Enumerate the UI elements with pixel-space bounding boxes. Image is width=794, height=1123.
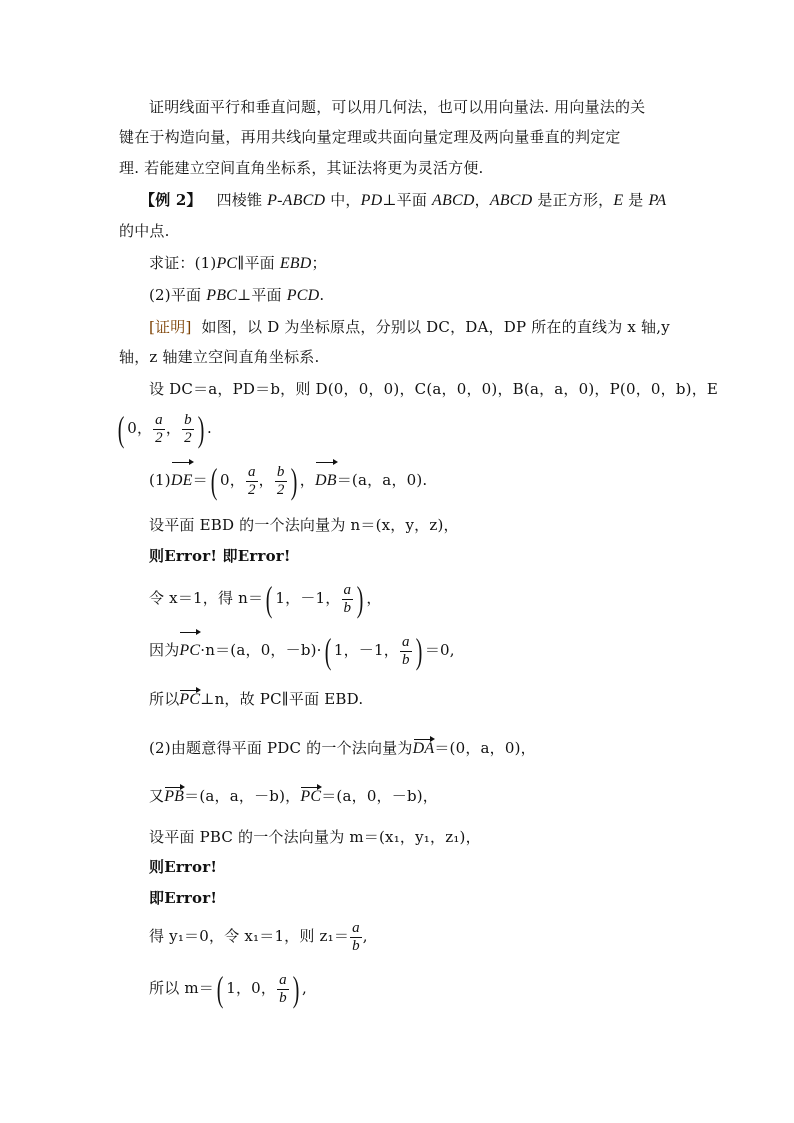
part-2-normal: (2)由题意得平面 PDC 的一个法向量为DA＝(0，a，0)， [149, 737, 536, 760]
pc-dot-n-line: 因为PC·n＝(a，0，－b)·( 1，－1， $\frac{a}{b}$ ) ＝0, [149, 631, 455, 671]
prove-text: . [319, 286, 325, 304]
vector-de: DE [171, 461, 193, 501]
normal-vector-n: 设平面 EBD 的一个法向量为 n＝(x，y，z)， [149, 516, 459, 534]
example-line-2: 的中点. [119, 222, 170, 240]
example-text: 中， [325, 191, 361, 209]
example-statement [140, 189, 666, 212]
proof-text: 如图，以 D 为坐标原点，分别以 DC，DA，DP 所在的直线为 x 轴,y [201, 318, 670, 336]
e-coordinate: ( 0， $\frac{a}{2}$ ， $\frac{b}{2}$ ) . [117, 409, 212, 449]
error-line-3: 即Error! [149, 889, 218, 907]
fraction-a-over-b: $\frac{a}{b}$ [401, 633, 410, 668]
vector-pb: PB [164, 786, 184, 808]
vector-de-db: (1)DE＝( 0， $\frac{a}{2}$ ， $\frac{b}{2}$ ) ，DB＝(a，a，0). [149, 461, 428, 501]
example-text: 是 [623, 191, 649, 209]
proof-line-1 [149, 316, 670, 338]
fraction-a-over-2: $\frac{a}{2}$ [155, 411, 163, 446]
vector-m-result: 所以 m＝( 1，0， $\frac{a}{b}$ ) , [149, 969, 307, 1009]
plane-pbc: PBC [206, 287, 238, 304]
left-paren: ( [117, 409, 125, 449]
fraction-a-over-2: $\frac{a}{2}$ [247, 463, 256, 498]
proof-label: [证明] [149, 318, 192, 336]
normal-vector-m: 设平面 PBC 的一个法向量为 m＝(x₁，y₁，z₁)， [149, 828, 481, 846]
square-abcd: ABCD [489, 192, 533, 209]
fraction-a-over-b: $\frac{a}{b}$ [343, 581, 352, 616]
vector-da: DA [413, 738, 435, 760]
coordinates-line: 设 DC＝a，PD＝b，则 D(0，0，0)，C(a，0，0)，B(a，a，0)，P(0，0，b)，E [149, 380, 719, 398]
intro-line-1: 证明线面平行和垂直问题，可以用几何法，也可以用向量法. 用向量法的关 [149, 98, 646, 116]
example-text: ⊥平面 [382, 191, 433, 209]
line-pc: PC [216, 255, 238, 272]
prove-text: 求证：(1) [149, 254, 217, 272]
fraction-a-over-b: $\frac{a}{b}$ [279, 971, 287, 1006]
coord-text: 0， [127, 419, 153, 437]
vectors-pb-pc: 又PB＝(a，a，－b)，PC＝(a，0，－b)， [149, 785, 438, 808]
vector-pc: PC [179, 689, 200, 711]
prove-line-1 [149, 252, 327, 275]
intro-line-3: 理. 若能建立空间直角坐标系，其证法将更为灵活方便. [119, 159, 484, 177]
example-text: 是正方形， [532, 191, 614, 209]
example-tag: 【例 2】 [140, 191, 202, 209]
segment-pa: PA [648, 192, 667, 209]
intro-line-2: 键在于构造向量，再用共线向量定理或共面向量定理及两向量垂直的判定定 [119, 128, 621, 146]
plane-ebd: EBD [279, 255, 312, 272]
example-text: 四棱锥 [216, 191, 268, 209]
solve-line: 得 y₁＝0，令 x₁＝1，则 z₁＝ $\frac{a}{b}$ , [149, 919, 368, 954]
prove-text: ； [311, 254, 327, 272]
conclusion-1: 所以PC⊥n，故 PC∥平面 EBD. [149, 688, 363, 711]
right-paren: ) [197, 409, 205, 449]
proof-line-2: 轴，z 轴建立空间直角坐标系. [119, 348, 320, 366]
prove-text: ⊥平面 [237, 286, 287, 304]
vector-pc: PC [300, 786, 321, 808]
let-x-line: 令 x＝1，得 n＝( 1，－1， $\frac{a}{b}$ ) ， [149, 579, 382, 619]
error-line-2: 则Error! [149, 858, 218, 876]
prove-line-2 [149, 284, 324, 307]
prove-text: ∥平面 [237, 254, 280, 272]
fraction-a-over-b: $\frac{a}{b}$ [352, 919, 360, 954]
fraction-b-over-2: $\frac{b}{2}$ [184, 411, 192, 446]
pyramid-name: P-ABCD [267, 192, 326, 209]
plane-pcd: PCD [286, 287, 320, 304]
point-e: E [613, 192, 624, 209]
vector-db: DB [315, 461, 337, 501]
example-text: ， [474, 191, 490, 209]
plane-abcd: ABCD [432, 192, 475, 209]
vector-pc: PC [179, 631, 200, 671]
fraction-b-over-2: $\frac{b}{2}$ [276, 463, 285, 498]
segment-pd: PD [360, 192, 383, 209]
error-line-1: 则Error! 即Error! [149, 547, 291, 565]
prove-text: (2)平面 [149, 286, 207, 304]
